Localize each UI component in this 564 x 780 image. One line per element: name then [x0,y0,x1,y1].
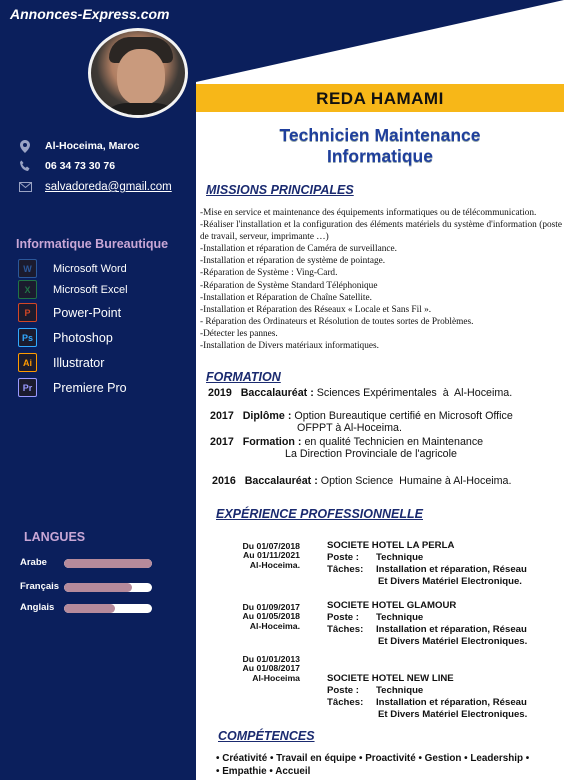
experience-taches [327,564,527,576]
experience-date-to: Au 01/05/2018 [242,611,300,622]
mission-line: -Réaliser l'installation et la configuration des éléments matériels du système d'information (poste de travail, serveur, imprimante …) [200,220,562,243]
formation-year: 2017 [210,436,234,448]
experience-field-value: Installation et réparation, Réseau [376,564,527,575]
formation-title: Formation : [242,436,302,448]
formation-text: en qualité Technicien en Maintenance [304,436,484,448]
language-label: Français [20,581,60,592]
competences-list [216,752,560,778]
experience-company: SOCIETE HOTEL LA PERLA [327,540,455,551]
experience-company: SOCIETE HOTEL NEW LINE [327,673,454,684]
language-label: Anglais [20,602,55,613]
language-item [20,581,59,592]
formation-item [212,475,511,487]
software-item [18,303,121,322]
missions-heading: MISSIONS PRINCIPALES [206,183,354,197]
missions-list [200,207,562,352]
formation-text: Option Science Humaine à Al-Hoceima. [320,475,512,487]
experience-poste [327,612,527,624]
phone-text: 06 34 73 30 76 [45,160,116,172]
software-item [18,280,128,299]
experience-field-label: Tâches: [327,564,364,575]
location-text: Al-Hoceima, Maroc [45,140,140,152]
formation-text: Option Bureautique certifié en Microsoft Office [294,410,513,422]
mission-line: -Mise en service et maintenance des équipements informatiques ou de télécommunication. [200,208,537,218]
job-title-line2: Informatique [327,146,433,166]
software-label: Premiere Pro [53,380,127,395]
formation-item [210,436,483,448]
experience-details [327,600,527,648]
photoshop-icon: Ps [18,328,37,347]
contact-email [18,180,172,194]
software-item [18,328,113,347]
formation-heading: FORMATION [206,370,281,384]
phone-icon [18,159,32,173]
profile-photo [88,28,188,118]
experience-dates [238,655,300,683]
powerpoint-icon: P [18,303,37,322]
experience-date-from: Du 01/01/2013 [242,654,300,664]
experience-date-place: Al-Hoceima [252,672,300,683]
formation-title: Baccalauréat : [240,387,314,399]
experience-field-label: Tâches: [327,697,364,708]
header-wedge [196,0,564,82]
experience-field-value: Technique [376,612,424,623]
experience-date-from: Du 01/07/2018 [242,541,300,551]
contact-location [18,139,140,153]
mission-line: -Détecter les pannes. [200,328,278,339]
experience-taches-cont: Et Divers Matériel Electroniques. [378,636,528,647]
experience-date-place: Al-Hoceima. [249,559,300,570]
mission-line: -Installation et réparation de Caméra de surveillance. [200,244,397,255]
language-item [20,602,54,613]
experience-taches [327,697,527,709]
mission-line: -Installation de Divers matériaux informatiques. [200,341,379,352]
software-label: Microsoft Excel [53,283,128,296]
experience-date-to: Au 01/08/2017 [242,663,300,674]
software-heading: Informatique Bureautique [16,237,169,251]
mission-line: -Réparation de Système Standard Téléphonique [200,280,378,291]
formation-item [210,410,513,422]
software-label: Power-Point [53,305,122,320]
software-label: Microsoft Word [53,262,127,275]
mission-line: -Installation et Réparation des Réseaux « Locale et Sans Fil ». [200,304,432,315]
competences-line2: • Empathie • Accueil [216,766,311,777]
language-level-bar [64,559,152,568]
software-label: Illustrator [53,355,105,370]
formation-text-secondary: OFPPT à Al-Hoceima. [297,422,402,434]
experience-taches-cont: Et Divers Matériel Electroniques. [378,709,528,720]
experience-poste [327,552,527,564]
mission-line: -Installation et réparation de système de pointage. [200,256,386,267]
experience-dates [238,603,300,631]
competences-line1: • Créativité • Travail en équipe • Proactivité • Gestion • Leadership • [216,753,530,764]
experience-field-value: Technique [376,685,424,696]
mission-line: - Réparation des Ordinateurs et Résolution de toutes sortes de Problèmes. [200,316,474,327]
job-title [196,125,564,167]
illustrator-icon: Ai [18,353,37,372]
experience-details [327,673,527,721]
software-label: Photoshop [53,330,113,345]
job-title-line1: Technicien Maintenance [279,125,481,145]
formation-item [208,387,512,399]
formation-year: 2019 [208,387,232,399]
email-link[interactable]: salvadoreda@gmail.com [45,181,172,193]
formation-text: Sciences Expérimentales à Al-Hoceima. [316,387,513,399]
software-item [18,378,127,397]
experience-field-label: Tâches: [327,624,364,635]
experience-dates [238,542,300,570]
language-level-fill [64,604,115,613]
experience-field-value: Installation et réparation, Réseau [376,697,527,708]
profile-name: REDA HAMAMI [316,89,444,108]
premiere-icon: Pr [18,378,37,397]
language-item [20,557,47,568]
experience-taches [327,624,527,636]
contact-phone [18,159,115,173]
formation-text-secondary: La Direction Provinciale de l'agricole [285,448,457,460]
mission-line: -Installation et Réparation de Chaîne Satellite. [200,292,372,303]
location-pin-icon [18,139,32,153]
experience-company: SOCIETE HOTEL GLAMOUR [327,600,457,611]
language-level-bar [64,583,152,592]
experience-date-place: Al-Hoceima. [249,620,300,631]
experience-field-label: Poste : [327,612,359,623]
experience-date-from: Du 01/09/2017 [242,602,300,612]
formation-year: 2017 [210,410,234,422]
language-level-bar [64,604,152,613]
envelope-icon [18,180,32,194]
site-title: Annonces-Express.com [10,6,170,22]
experience-field-value: Technique [376,552,424,563]
experience-poste [327,685,527,697]
word-icon: W [18,259,37,278]
language-level-fill [64,559,152,568]
software-item [18,353,104,372]
language-label: Arabe [20,557,47,568]
experience-field-label: Poste : [327,685,359,696]
experience-field-label: Poste : [327,552,359,563]
experience-taches-cont: Et Divers Matériel Electronique. [378,576,522,587]
experience-details [327,540,527,588]
excel-icon: X [18,280,37,299]
mission-line: -Réparation de Système : Ving-Card. [200,268,338,279]
experience-date-to: Au 01/11/2021 [243,550,300,561]
languages-heading: LANGUES [24,530,86,544]
software-item [18,259,127,278]
experience-heading: EXPÉRIENCE PROFESSIONNELLE [216,507,423,521]
competences-heading: COMPÉTENCES [218,729,315,743]
experience-field-value: Installation et réparation, Réseau [376,624,527,635]
formation-title: Diplôme : [242,410,292,422]
formation-title: Baccalauréat : [244,475,318,487]
formation-year: 2016 [212,475,236,487]
language-level-fill [64,583,132,592]
